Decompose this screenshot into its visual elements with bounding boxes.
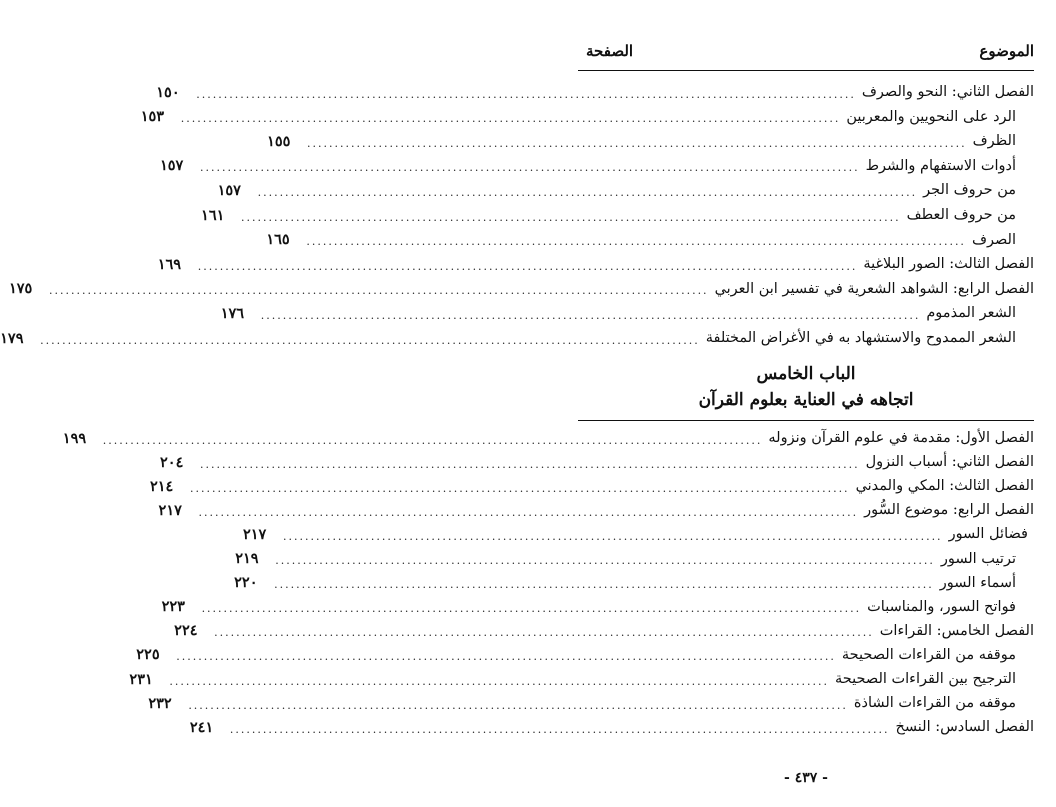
toc-entry xyxy=(266,228,1016,252)
toc-entry-title: الصرف xyxy=(971,231,1016,248)
toc-entry-page: ٢٢٣ xyxy=(161,598,185,616)
toc-entry xyxy=(148,691,1016,715)
toc-entry-page: ١٥٣ xyxy=(140,108,165,126)
toc-entry xyxy=(242,522,1028,546)
toc-entry xyxy=(0,326,1016,350)
toc-entry xyxy=(157,252,1034,276)
toc-entry-title: الرد على النحويين والمعربين xyxy=(846,108,1016,125)
toc-entry-page: ١٧٥ xyxy=(8,280,33,298)
toc-entry-title: الفصل الأول: مقدمة في علوم القرآن ونزوله xyxy=(768,430,1034,446)
toc-entry-page: ٢١٩ xyxy=(235,550,259,567)
dot-leader: ........................................................................................................................ xyxy=(189,481,850,495)
toc-entry-page: ١٥٠ xyxy=(156,83,180,101)
toc-entry xyxy=(62,426,1034,450)
dot-leader: ........................................................................................................................ xyxy=(102,433,763,447)
toc-entry xyxy=(201,203,1016,227)
toc-entry-title: الفصل السادس: النسخ xyxy=(895,719,1034,736)
toc-entry xyxy=(174,619,1034,643)
toc-entry-page: ٢٣٢ xyxy=(148,694,172,712)
toc-entry-title: الفصل الرابع: موضوع السُّور xyxy=(864,502,1034,519)
part-heading: الباب الخامس xyxy=(756,364,856,384)
toc-entry-title: الفصل الرابع: الشواهد الشعرية في تفسير ابن العربي xyxy=(714,280,1034,297)
dot-leader: ........................................................................................................................ xyxy=(40,333,700,347)
dot-leader: ........................................................................................................................ xyxy=(176,650,836,664)
toc-entry-title: الشعر المذموم xyxy=(926,305,1016,322)
toc-entry-page: ١٧٩ xyxy=(0,329,24,347)
toc-entry-page: ٢١٤ xyxy=(149,477,174,495)
toc-entry xyxy=(159,154,1016,178)
toc-entry-page: ٢٠٤ xyxy=(160,453,184,471)
dot-leader: ........................................................................................................................ xyxy=(275,554,935,567)
dot-leader: ........................................................................................................................ xyxy=(198,505,859,519)
toc-entry-page: ١٦١ xyxy=(201,206,225,224)
toc-entry xyxy=(156,80,1034,104)
toc-entry-page: ١٩٩ xyxy=(62,429,87,447)
toc-entry-title: الفصل الخامس: القراءات xyxy=(879,622,1034,639)
section-divider xyxy=(578,420,1034,421)
toc-entry-page: ٢٢٥ xyxy=(136,646,160,664)
toc-entry xyxy=(140,105,1016,129)
toc-entry xyxy=(189,715,1034,739)
toc-entry-title: أدوات الاستفهام والشرط xyxy=(865,157,1016,174)
page-column-header: الصفحة xyxy=(586,42,634,60)
toc-entry-title: من حروف العطف xyxy=(906,207,1016,223)
header-divider xyxy=(578,70,1034,71)
dot-leader: ........................................................................................................................ xyxy=(197,259,858,273)
toc-entry-page: ٢٢٠ xyxy=(234,574,258,592)
toc-entry xyxy=(160,450,1034,474)
toc-entry xyxy=(8,277,1034,301)
topic-column-header: الموضوع xyxy=(979,42,1034,60)
dot-leader: ........................................................................................................................ xyxy=(306,235,966,249)
dot-leader: ........................................................................................................................ xyxy=(199,161,860,175)
toc-entry-title: موقفه من القراءات الشاذة xyxy=(853,695,1016,712)
toc-entry-title: الظرف xyxy=(972,133,1016,150)
toc-entry-title: الترجيح بين القراءات الصحيحة xyxy=(835,671,1016,687)
toc-entry-page: ١٦٩ xyxy=(157,255,182,273)
toc-entry-title: ترتيب السور xyxy=(940,550,1016,567)
dot-leader: ........................................................................................................................ xyxy=(180,112,841,126)
toc-entry xyxy=(267,129,1016,153)
dot-leader: ........................................................................................................................ xyxy=(241,210,901,224)
toc-entry-title: فواتح السور، والمناسبات xyxy=(867,598,1016,615)
dot-leader: ........................................................................................................................ xyxy=(188,698,848,712)
toc-entry xyxy=(161,595,1016,619)
dot-leader: ........................................................................................................................ xyxy=(196,87,856,101)
toc-entry xyxy=(217,178,1016,202)
dot-leader: ........................................................................................................................ xyxy=(257,185,918,199)
toc-entry xyxy=(149,474,1034,498)
dot-leader: ........................................................................................................................ xyxy=(282,529,943,543)
toc-entry-title: الفصل الثاني: أسباب النزول xyxy=(865,454,1034,471)
page-number: - ٤٣٧ - xyxy=(784,770,828,786)
toc-entry-page: ٢١٧ xyxy=(158,501,182,519)
toc-entry-page: ٢٤١ xyxy=(189,718,214,736)
dot-leader: ........................................................................................................................ xyxy=(260,308,921,322)
toc-entry-page: ١٥٥ xyxy=(267,132,291,150)
toc-entry xyxy=(235,547,1016,571)
dot-leader: ........................................................................................................................ xyxy=(201,602,862,616)
dot-leader: ........................................................................................................................ xyxy=(48,284,709,298)
toc-entry-page: ٢٢٤ xyxy=(174,622,198,640)
dot-leader: ........................................................................................................................ xyxy=(214,626,874,640)
toc-entry-title: الفصل الثاني: النحو والصرف xyxy=(861,84,1034,100)
toc-entry-page: ١٥٧ xyxy=(159,157,184,175)
toc-entry-page: ١٥٧ xyxy=(217,181,241,199)
toc-entry-title: فضائل السور xyxy=(948,526,1028,543)
dot-leader: ........................................................................................................................ xyxy=(274,578,934,592)
toc-entry-page: ١٧٦ xyxy=(220,304,245,322)
toc-entry-page: ٢١٧ xyxy=(242,525,267,543)
toc-entry-page: ٢٣١ xyxy=(129,670,153,688)
toc-entry xyxy=(136,643,1016,667)
toc-entry-title: موقفه من القراءات الصحيحة xyxy=(841,646,1016,663)
toc-entry-title: الفصل الثالث: المكي والمدني xyxy=(855,478,1034,495)
dot-leader: ........................................................................................................................ xyxy=(200,457,860,471)
dot-leader: ........................................................................................................................ xyxy=(229,722,890,736)
toc-entry xyxy=(129,667,1016,691)
dot-leader: ........................................................................................................................ xyxy=(307,136,967,150)
toc-entry-page: ١٦٥ xyxy=(266,231,290,249)
toc-entry-title: من حروف الجر xyxy=(923,182,1016,199)
toc-entry-title: الفصل الثالث: الصور البلاغية xyxy=(863,256,1034,273)
toc-entry-title: أسماء السور xyxy=(939,574,1016,591)
dot-leader: ........................................................................................................................ xyxy=(169,674,829,688)
toc-entry-title: الشعر الممدوح والاستشهاد به في الأغراض المختلفة xyxy=(705,330,1016,346)
part-title: اتجاهه في العناية بعلوم القرآن xyxy=(698,390,914,410)
toc-entry xyxy=(234,571,1016,595)
toc-entry xyxy=(158,498,1034,522)
toc-entry xyxy=(220,301,1016,325)
